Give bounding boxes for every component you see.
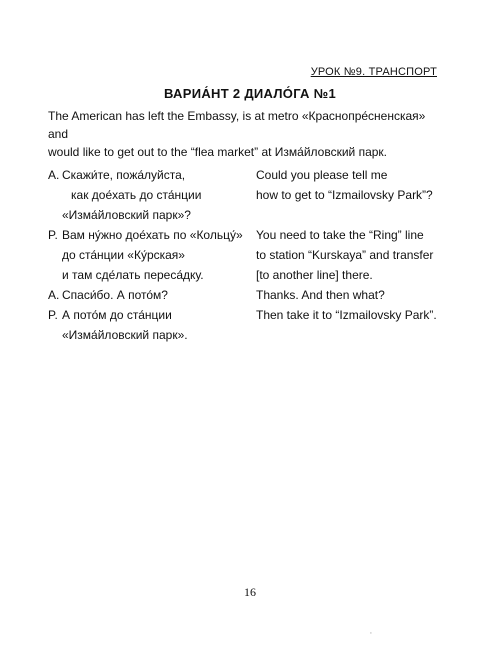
russian-line: Вам ну́жно дое́хать по «Кольцу́» xyxy=(62,228,243,242)
scan-mark: ‚ xyxy=(370,626,372,635)
english-line: You need to take the “Ring” line xyxy=(256,228,424,242)
russian-line: до ста́нции «Ку́рская» xyxy=(62,248,185,262)
russian-line: как дое́хать до ста́нции xyxy=(71,188,202,202)
english-line: to station “Kurskaya” and transfer xyxy=(256,248,434,262)
dialogue-title: ВАРИА́НТ 2 ДИАЛО́ГА №1 xyxy=(164,86,336,101)
english-line: Then take it to “Izmailovsky Park”. xyxy=(256,308,437,322)
page-number: 16 xyxy=(244,585,256,599)
intro-line: would like to get out to the “flea market” at Изма́йловский парк. xyxy=(48,145,388,159)
english-line: Thanks. And then what? xyxy=(256,288,385,302)
russian-line: А пото́м до ста́нции xyxy=(62,308,172,322)
russian-line: и там сде́лать переса́дку. xyxy=(62,268,204,282)
speaker-label: P. xyxy=(48,308,58,322)
russian-line: Скажи́те, пожа́луйста, xyxy=(62,168,186,182)
lesson-header: УРОК №9. ТРАНСПОРТ xyxy=(310,66,437,78)
russian-line: Спаси́бо. А пото́м? xyxy=(62,288,168,302)
russian-line: «Изма́йловский парк». xyxy=(62,328,188,342)
english-line: how to get to “Izmailovsky Park”? xyxy=(256,188,433,202)
speaker-label: P. xyxy=(48,228,58,242)
intro-paragraph xyxy=(48,107,448,161)
russian-line: «Изма́йловский парк»? xyxy=(62,208,191,222)
english-line: Could you please tell me xyxy=(256,168,388,182)
intro-line: The American has left the Embassy, is at metro «Краснопре́сненская» and xyxy=(48,109,426,141)
english-line: [to another line] there. xyxy=(256,268,373,282)
speaker-label: A. xyxy=(48,288,60,302)
speaker-label: A. xyxy=(48,168,60,182)
